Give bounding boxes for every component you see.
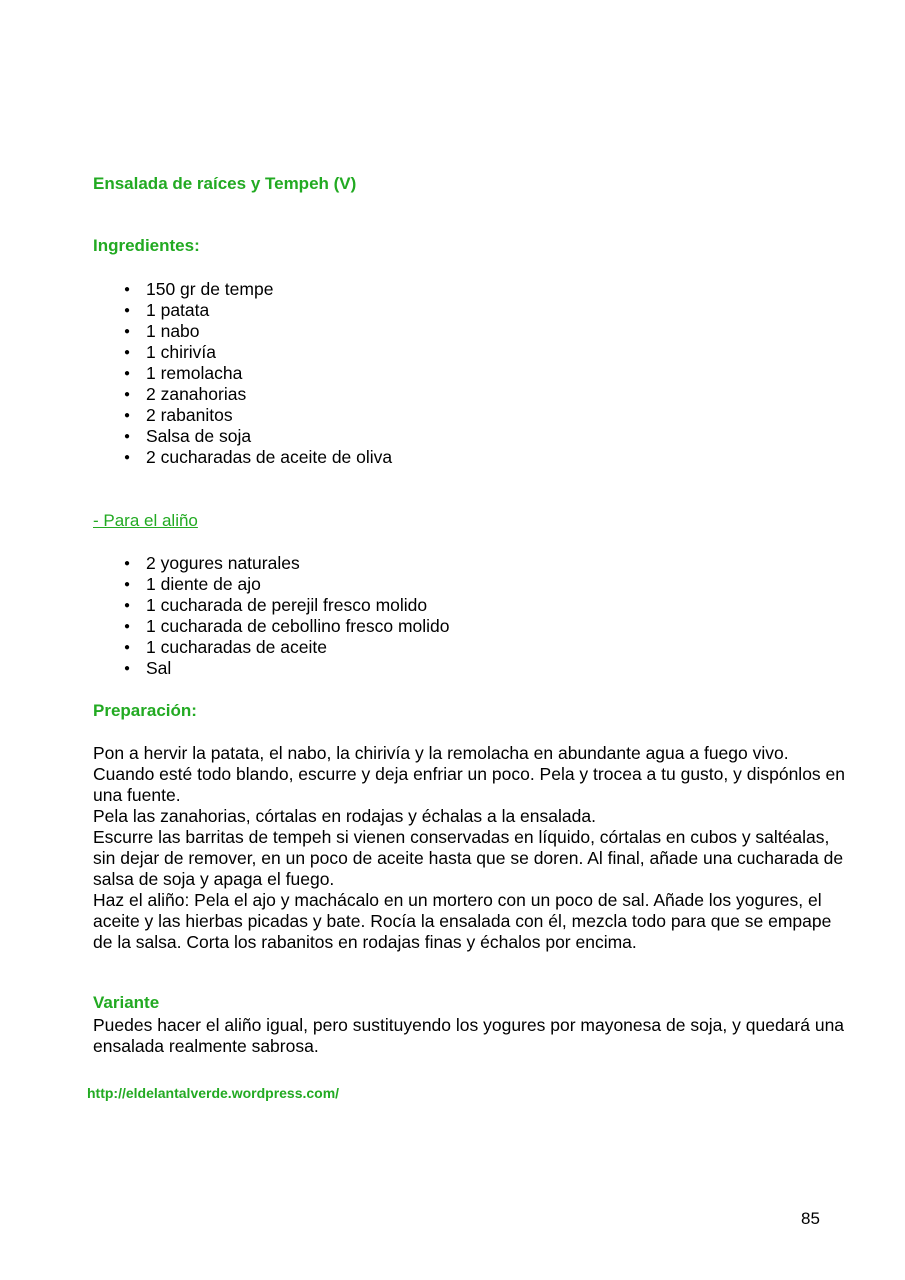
list-item: ● 2 zanahorias <box>124 384 247 404</box>
page-number: 85 <box>801 1209 820 1228</box>
list-item: ● 1 diente de ajo <box>124 574 261 594</box>
list-item: ● 1 remolacha <box>124 363 243 383</box>
variant-paragraph: Puedes hacer el aliño igual, pero sustituyendo los yogures por mayonesa de soja, y quedará una ensalada realmente sabrosa. <box>93 1015 845 1056</box>
bullet-icon: ● <box>124 600 131 611</box>
bullet-icon: ● <box>124 368 131 379</box>
list-item: ● 1 cucharada de cebollino fresco molido <box>124 616 450 636</box>
bullet-icon: ● <box>124 621 131 632</box>
preparation-step: Escurre las barritas de tempeh si vienen conservadas en líquido, córtalas en cubos y saltéalas, sin dejar de remover, en un poco de aceite hasta que se doren. Al final, añade una cucharada de salsa de soja y apaga el fuego. <box>93 827 844 889</box>
variant-heading: Variante <box>93 993 160 1012</box>
bullet-icon: ● <box>124 389 131 400</box>
bullet-icon: ● <box>124 642 131 653</box>
bullet-icon: ● <box>124 347 131 358</box>
list-item: ● 1 patata <box>124 300 210 320</box>
ingredients-heading: Ingredientes: <box>93 236 200 255</box>
preparation-heading: Preparación: <box>93 701 197 720</box>
variant-text <box>93 1015 853 1057</box>
list-item: ● 2 yogures naturales <box>124 553 300 573</box>
website-link[interactable]: http://eldelantalverde.wordpress.com/ <box>87 1085 340 1101</box>
dressing-heading: - Para el aliño <box>93 511 198 530</box>
bullet-icon: ● <box>124 305 131 316</box>
list-item: ● Salsa de soja <box>124 426 252 446</box>
preparation-text <box>93 743 853 953</box>
list-item: ● 1 nabo <box>124 321 200 341</box>
list-item: ● 150 gr de tempe <box>124 279 274 299</box>
list-item: ● 2 cucharadas de aceite de oliva <box>124 447 393 467</box>
preparation-step: Pela las zanahorias, córtalas en rodajas y échalas a la ensalada. <box>93 806 596 826</box>
list-item: ● Sal <box>124 658 172 678</box>
bullet-icon: ● <box>124 431 131 442</box>
bullet-icon: ● <box>124 326 131 337</box>
preparation-step: Haz el aliño: Pela el ajo y machácalo en un mortero con un poco de sal. Añade los yogures, el aceite y las hierbas picadas y bate. Rocía la ensalada con él, mezcla todo para que se empape de la salsa. Corta los rabanitos en rodajas finas y échalos por encima. <box>93 890 832 952</box>
list-item: ● 1 cucharada de perejil fresco molido <box>124 595 428 615</box>
bullet-icon: ● <box>124 284 131 295</box>
bullet-icon: ● <box>124 410 131 421</box>
preparation-step: Pon a hervir la patata, el nabo, la chirivía y la remolacha en abundante agua a fuego vivo. Cuando esté todo blando, escurre y deja enfriar un poco. Pela y trocea a tu gusto, y dispónlos en una fuente. <box>93 743 846 805</box>
bullet-icon: ● <box>124 452 131 463</box>
bullet-icon: ● <box>124 558 131 569</box>
list-item: ● 1 chirivía <box>124 342 217 362</box>
list-item: ● 2 rabanitos <box>124 405 233 425</box>
dressing-list <box>0 553 450 679</box>
bullet-icon: ● <box>124 663 131 674</box>
recipe-title: Ensalada de raíces y Tempeh (V) <box>93 174 357 193</box>
bullet-icon: ● <box>124 579 131 590</box>
ingredients-list <box>0 279 392 468</box>
list-item: ● 1 cucharadas de aceite <box>124 637 327 657</box>
